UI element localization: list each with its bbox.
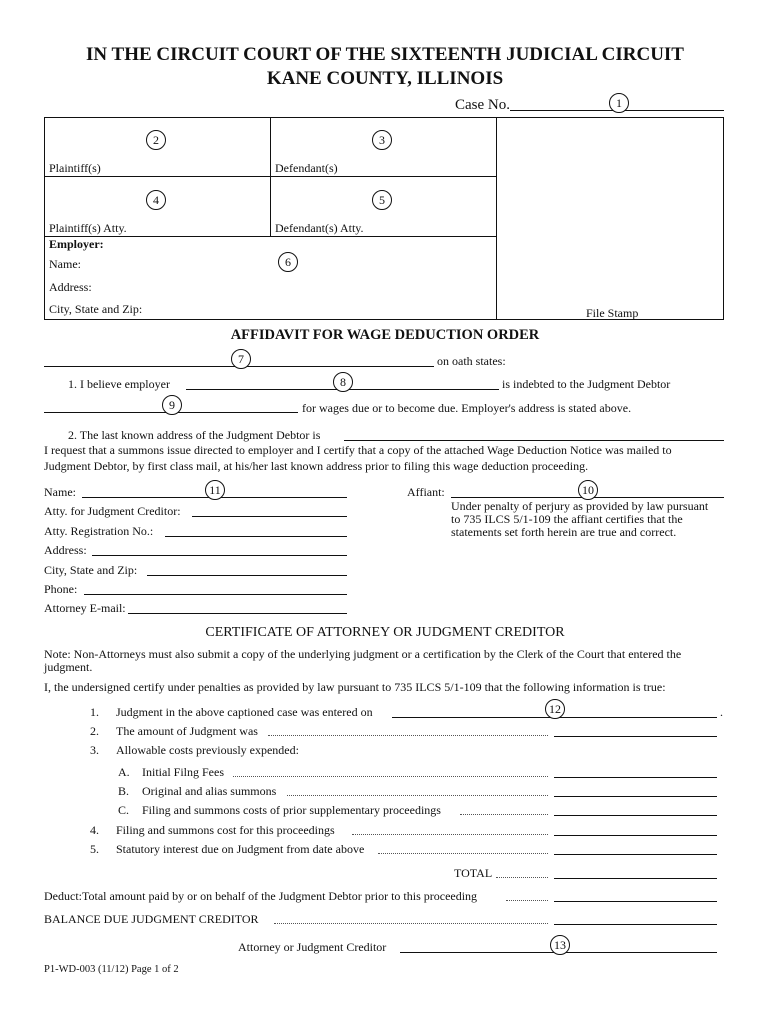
creditor-reg-field[interactable] bbox=[165, 536, 347, 537]
marker-7: 7 bbox=[231, 349, 251, 369]
affidavit-title: AFFIDAVIT FOR WAGE DEDUCTION ORDER bbox=[230, 327, 540, 343]
cert-item3-num: 3. bbox=[90, 743, 99, 757]
cert-itemA-text: Initial Filng Fees bbox=[142, 765, 224, 779]
balance-leader bbox=[274, 923, 548, 924]
creditor-atty-label: Atty. for Judgment Creditor: bbox=[44, 504, 181, 518]
note-line2: judgment. bbox=[44, 660, 93, 674]
cert-itemA-leader bbox=[233, 776, 548, 777]
creditor-phone-label: Phone: bbox=[44, 582, 78, 596]
marker-8: 8 bbox=[333, 372, 353, 392]
cert-itemC-num: C. bbox=[118, 803, 130, 817]
certify-text: I, the undersigned certify under penalties as provided by law pursuant to 735 ILCS 5/1-109 that the following information is true: bbox=[44, 680, 666, 694]
creditor-reg-label: Atty. Registration No.: bbox=[44, 524, 154, 538]
certificate-title: CERTIFICATE OF ATTORNEY OR JUDGMENT CREDITOR bbox=[205, 625, 565, 640]
on-oath-text: on oath states: bbox=[437, 354, 506, 368]
judgment-amount-field[interactable] bbox=[554, 736, 717, 737]
marker-1: 1 bbox=[609, 93, 629, 113]
item1-prefix: 1. I believe employer bbox=[68, 377, 170, 391]
alias-summons-field[interactable] bbox=[554, 796, 717, 797]
file-stamp-divider bbox=[496, 117, 497, 320]
court-title-line2: KANE COUNTY, ILLINOIS bbox=[266, 68, 504, 89]
employer-address-label: Address: bbox=[49, 280, 92, 294]
marker-4: 4 bbox=[146, 190, 166, 210]
penalty-line3: statements set forth herein are true and correct. bbox=[451, 525, 677, 539]
defendant-atty-label: Defendant(s) Atty. bbox=[275, 221, 364, 235]
caption-row-divider2 bbox=[44, 236, 496, 237]
creditor-name-label: Name: bbox=[44, 485, 76, 499]
creditor-city-field[interactable] bbox=[147, 575, 347, 576]
marker-13: 13 bbox=[550, 935, 570, 955]
cert-itemC-leader bbox=[460, 814, 548, 815]
marker-6: 6 bbox=[278, 252, 298, 272]
cert-item2-text: The amount of Judgment was bbox=[116, 724, 258, 738]
court-title-line1: IN THE CIRCUIT COURT OF THE SIXTEENTH JUDICIAL CIRCUIT bbox=[86, 44, 684, 65]
plaintiff-atty-label: Plaintiff(s) Atty. bbox=[49, 221, 127, 235]
penalty-line1: Under penalty of perjury as provided by law pursuant bbox=[451, 499, 709, 513]
cert-item1-period: . bbox=[720, 705, 723, 719]
employer-label: Employer: bbox=[49, 237, 104, 251]
file-stamp-label: File Stamp bbox=[586, 306, 639, 320]
cert-item4-text: Filing and summons cost for this proceedings bbox=[116, 823, 335, 837]
deduct-leader bbox=[506, 900, 548, 901]
caption-row-divider1 bbox=[44, 176, 496, 177]
creditor-address-field[interactable] bbox=[92, 555, 347, 556]
employer-city-label: City, State and Zip: bbox=[49, 302, 143, 316]
marker-9: 9 bbox=[162, 395, 182, 415]
affiant-label: Affiant: bbox=[407, 485, 445, 499]
current-costs-field[interactable] bbox=[554, 835, 717, 836]
employer-name-label: Name: bbox=[49, 257, 81, 271]
cert-item5-num: 5. bbox=[90, 842, 99, 856]
cert-item1-text: Judgment in the above captioned case was entered on bbox=[116, 705, 373, 719]
cert-itemB-text: Original and alias summons bbox=[142, 784, 277, 798]
total-field[interactable] bbox=[554, 878, 717, 879]
cert-itemB-leader bbox=[287, 795, 548, 796]
total-label: TOTAL bbox=[454, 866, 493, 880]
balance-field[interactable] bbox=[554, 924, 717, 925]
balance-text: BALANCE DUE JUDGMENT CREDITOR bbox=[44, 912, 259, 926]
cert-itemC-text: Filing and summons costs of prior supplementary proceedings bbox=[142, 803, 441, 817]
cert-itemA-num: A. bbox=[118, 765, 130, 779]
signature-label: Attorney or Judgment Creditor bbox=[238, 940, 387, 954]
creditor-email-field[interactable] bbox=[128, 613, 347, 614]
marker-5: 5 bbox=[372, 190, 392, 210]
marker-11: 11 bbox=[205, 480, 225, 500]
summons-line2: Judgment Debtor, by first class mail, at his/her last known address prior to filing this wage deduction proceeding. bbox=[44, 459, 589, 473]
cert-item5-leader bbox=[378, 853, 548, 854]
note-line1: Note: Non-Attorneys must also submit a copy of the underlying judgment or a certification by the Clerk of the Court that entered the bbox=[44, 647, 682, 661]
cert-item5-text: Statutory interest due on Judgment from date above bbox=[116, 842, 365, 856]
summons-line1: I request that a summons issue directed to employer and I certify that a copy of the attached Wage Deduction Notice was mailed to bbox=[44, 443, 672, 457]
cert-item2-num: 2. bbox=[90, 724, 99, 738]
case-no-label: Case No. bbox=[455, 97, 510, 113]
marker-2: 2 bbox=[146, 130, 166, 150]
plaintiff-label: Plaintiff(s) bbox=[49, 161, 101, 175]
deduct-field[interactable] bbox=[554, 901, 717, 902]
creditor-phone-field[interactable] bbox=[84, 594, 347, 595]
cert-item4-leader bbox=[352, 834, 548, 835]
initial-fees-field[interactable] bbox=[554, 777, 717, 778]
creditor-email-label: Attorney E-mail: bbox=[44, 601, 126, 615]
total-leader bbox=[496, 877, 548, 878]
item2-text: 2. The last known address of the Judgment Debtor is bbox=[68, 428, 321, 442]
prior-costs-field[interactable] bbox=[554, 815, 717, 816]
marker-3: 3 bbox=[372, 130, 392, 150]
creditor-address-label: Address: bbox=[44, 543, 87, 557]
item1-suffix: is indebted to the Judgment Debtor bbox=[502, 377, 671, 391]
debtor-address-field[interactable] bbox=[344, 440, 724, 441]
defendant-label: Defendant(s) bbox=[275, 161, 338, 175]
marker-12: 12 bbox=[545, 699, 565, 719]
cert-item4-num: 4. bbox=[90, 823, 99, 837]
cert-item2-leader bbox=[268, 735, 548, 736]
cert-itemB-num: B. bbox=[118, 784, 130, 798]
cert-item3-text: Allowable costs previously expended: bbox=[116, 743, 299, 757]
deduct-text: Deduct:Total amount paid by or on behalf of the Judgment Debtor prior to this proceeding bbox=[44, 889, 478, 903]
penalty-line2: to 735 ILCS 5/1-109 the affiant certifies that the bbox=[451, 512, 683, 526]
cert-item1-num: 1. bbox=[90, 705, 99, 719]
interest-field[interactable] bbox=[554, 854, 717, 855]
creditor-city-label: City, State and Zip: bbox=[44, 563, 138, 577]
wages-text: for wages due or to become due. Employer's address is stated above. bbox=[302, 401, 632, 415]
creditor-atty-field[interactable] bbox=[192, 516, 347, 517]
form-id: P1-WD-003 (11/12) Page 1 of 2 bbox=[44, 964, 179, 975]
marker-10: 10 bbox=[578, 480, 598, 500]
